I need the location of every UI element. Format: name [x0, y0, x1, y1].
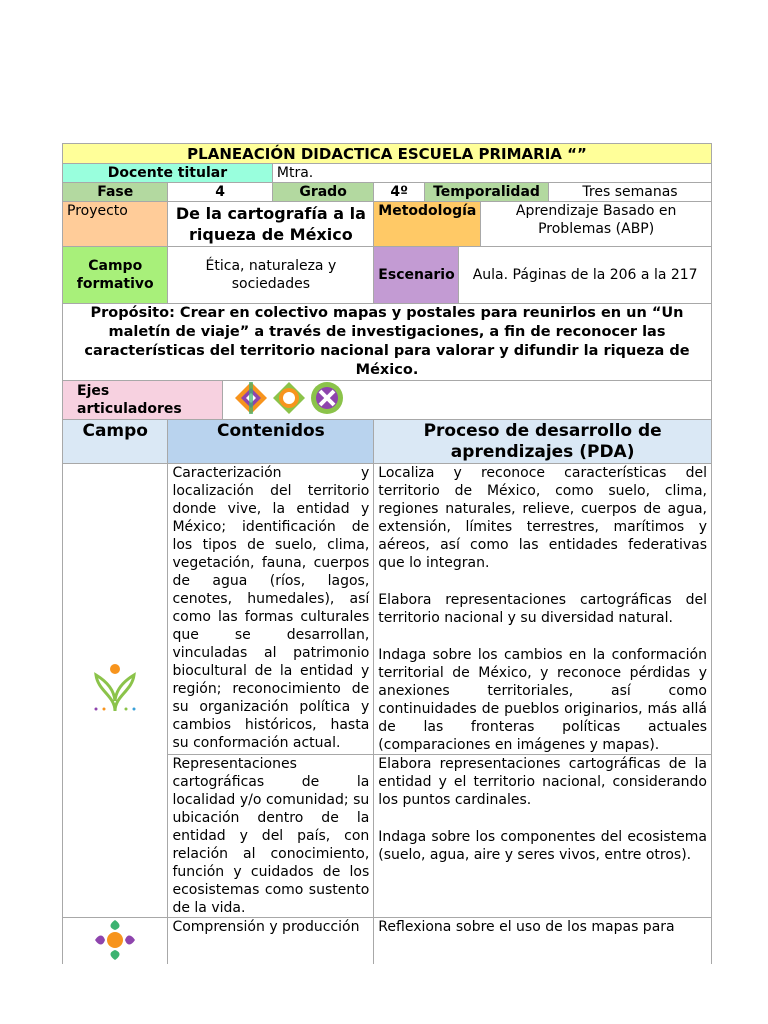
lenguajes-icon-cell	[63, 918, 168, 965]
col-pda: Proceso de desarrollo de aprendizajes (PDA)	[374, 420, 712, 464]
docente-row	[63, 164, 712, 183]
grado-value: 4º	[374, 183, 425, 202]
campo-row	[63, 247, 712, 304]
escenario-cell	[374, 247, 712, 304]
fase-label: Fase	[63, 183, 168, 202]
ejes-cell	[63, 381, 712, 420]
docente-value: Mtra.	[272, 164, 711, 183]
title-row	[63, 144, 712, 164]
pda-paragraph: Elabora representaciones cartográficas del territorio nacional y su diversidad natural.	[378, 592, 707, 626]
proyecto-value: De la cartografía a la riqueza de México	[168, 202, 374, 247]
diamond-eje-icon	[233, 380, 269, 421]
lenguajes-flower-icon	[90, 918, 140, 964]
pda-paragraph: Indaga sobre los cambios en la conformación territorial de México, y reconoce pérdidas y anexiones territoriales, así como continuidades de pueblos originarios, más allá de las fronteras políticas actuales (comparaciones en imágenes y mapas).	[378, 647, 707, 753]
contenido-cell: Comprensión y producción	[168, 918, 374, 965]
ejes-label: Ejes articuladores	[63, 381, 223, 419]
proyecto-label: Proyecto	[63, 202, 168, 247]
col-campo: Campo	[63, 420, 168, 464]
etica-naturaleza-sociedades-icon	[90, 661, 140, 720]
campo-formativo-label: Campo formativo	[63, 247, 168, 304]
planeacion-document	[62, 143, 712, 964]
metodologia-inner	[374, 202, 711, 246]
pda-cell: Reflexiona sobre el uso de los mapas para	[374, 918, 712, 965]
ejes-row	[63, 381, 712, 420]
fase-row	[63, 183, 712, 202]
ejes-icons	[223, 381, 345, 419]
planeacion-table	[62, 143, 712, 964]
columns-header-row	[63, 420, 712, 464]
temporalidad-value: Tres semanas	[582, 184, 678, 200]
table-row	[63, 464, 712, 755]
pda-paragraph: Localiza y reconoce características del territorio de México, como suelo, clima, regiones naturales, relieve, cuerpos de agua, extensión, límites terrestres, marítimos y aéreos, así como las entidades federativas que lo integran.	[378, 465, 707, 571]
escenario-inner	[374, 247, 711, 303]
pda-cell	[374, 464, 712, 755]
circle-eje-icon	[271, 380, 307, 421]
proyecto-row	[63, 202, 712, 247]
col-contenidos: Contenidos	[168, 420, 374, 464]
docente-label: Docente titular	[63, 164, 273, 183]
contenido-cell: Caracterización y localización del territorio donde vive, la entidad y México; identificación de los tipos de suelo, clima, vegetación, fauna, cuerpos de agua (ríos, lagos, cenotes, humedales), así como las formas culturales que se desarrollan, vinculadas al patrimonio biocultural de la entidad y región; reconocimiento de su organización política y cambios históricos, hasta su conformación actual.	[168, 464, 374, 755]
grado-label: Grado	[272, 183, 373, 202]
proposito-row	[63, 304, 712, 381]
temporalidad-inner	[425, 183, 711, 201]
pda-paragraph: Indaga sobre los componentes del ecosistema (suelo, agua, aire y seres vivos, entre otros).	[378, 829, 707, 863]
temporalidad-label: Temporalidad	[425, 183, 549, 201]
table-row	[63, 918, 712, 965]
document-title: PLANEACIÓN DIDACTICA ESCUELA PRIMARIA “”	[63, 144, 712, 164]
escenario-label: Escenario	[374, 247, 459, 303]
campo-icon-cell	[63, 464, 168, 918]
metodologia-value: Aprendizaje Basado en Problemas (ABP)	[515, 203, 677, 237]
metodologia-label: Metodología	[374, 202, 481, 246]
x-eje-icon	[309, 380, 345, 421]
pda-paragraph: Elabora representaciones cartográficas de la entidad y el territorio nacional, considerando los puntos cardinales.	[378, 756, 707, 808]
escenario-value: Aula. Páginas de la 206 a la 217	[472, 267, 698, 283]
metodologia-cell	[374, 202, 712, 247]
proposito-text: Propósito: Crear en colectivo mapas y postales para reunirlos en un “Un maletín de viaje” a través de investigaciones, a fin de reconocer las características del territorio nacional para valorar y difundir la riqueza de México.	[63, 304, 712, 381]
fase-value: 4	[168, 183, 272, 202]
pda-cell	[374, 755, 712, 918]
campo-formativo-value: Ética, naturaleza y sociedades	[168, 247, 374, 304]
contenido-cell: Representaciones cartográficas de la localidad y/o comunidad; su ubicación dentro de la entidad y del país, con relación al conocimiento, función y cuidados de los ecosistemas como sustento de la vida.	[168, 755, 374, 918]
temporalidad-cell	[425, 183, 712, 202]
